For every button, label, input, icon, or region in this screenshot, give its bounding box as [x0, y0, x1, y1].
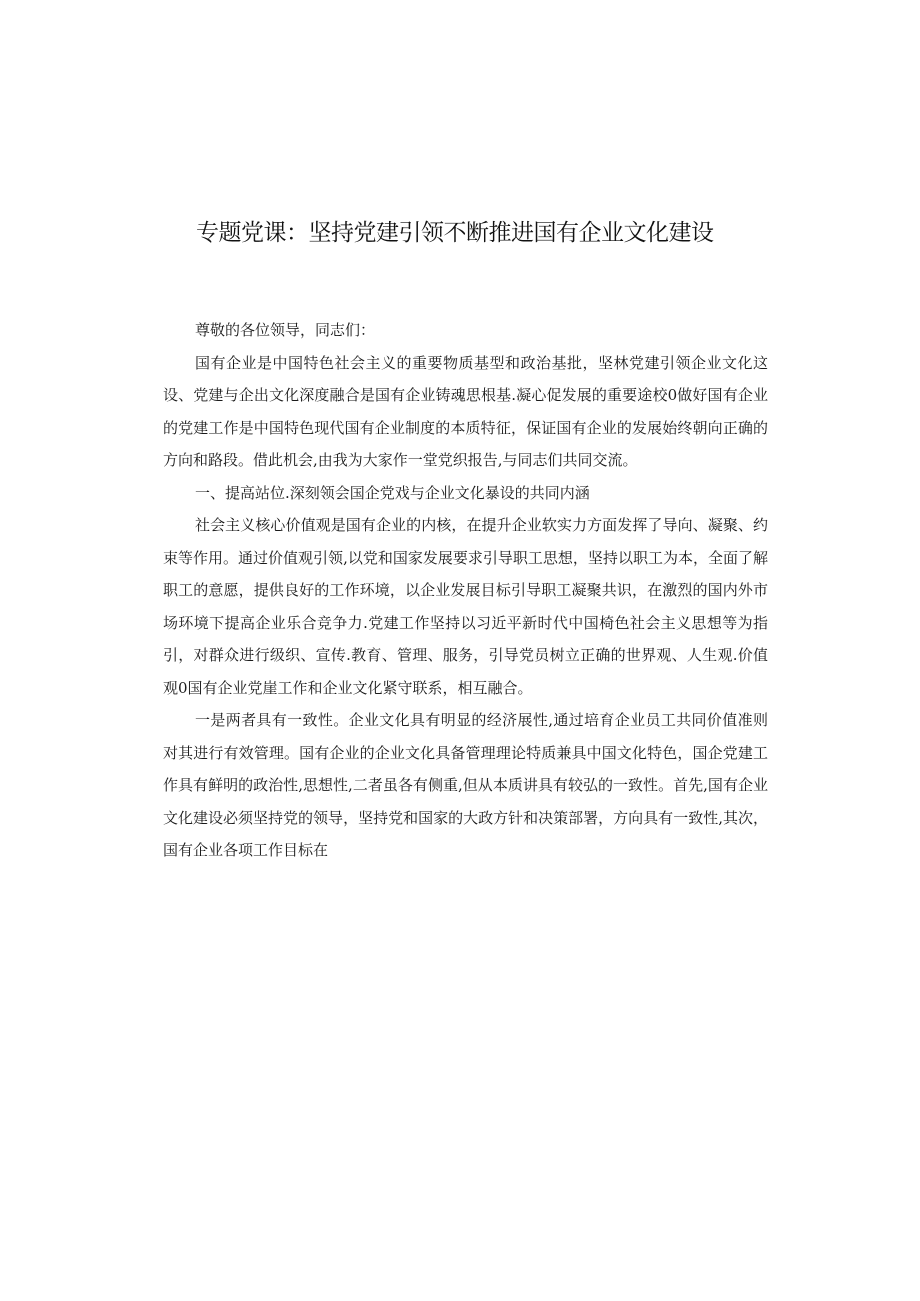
intro-paragraph: 国有企业是中国特色社会主义的重要物质基型和政治基批，坚林党建引领企业文化这设、党建与企出文化深度融合是国有企业铸魂思根基.凝心促发展的重要途校0做好国有企业的党建工作是中国特色现代国有企业制度的本质特征，保证国有企业的发展始终朝向正确的方向和路段。借此机会,由我为大家作一堂党织报告,与同志们共同交流。	[163, 353, 768, 469]
body-paragraph: 一是两者具有一致性。企业文化具有明显的经济展性,通过培育企业员工共同价值准则对其进行有效管理。国有企业的企业文化具备管理理论特质兼具中国文化特色，国企党建工作具有鲜明的政治性,思想性,二者虽各有侧重,但从本质讲具有较弘的一致性。首先,国有企业文化建设必须坚持党的领导，坚持党和国家的大政方针和决策部署，方向具有一致性,其次，国有企业各项工作目标在	[163, 711, 768, 859]
salutation-paragraph: 尊敬的各位领导，同志们：	[195, 321, 376, 339]
body-paragraph: 社会主义核心价值观是国有企业的内核，在提升企业软实力方面发挥了导向、凝聚、约束等作用。通过价值观引领,以党和国家发展要求引导职工思想，坚持以职工为本，全面了解职工的意愿，提供良好的工作环境，以企业发展目标引导职工凝聚共识，在激烈的国内外市场环境下提高企业乐合竞争力.党建工作坚持以习近平新时代中国椅色社会主义思想等为指引，对群众进行级织、宣传.教育、管理、服务，引导党员树立正确的世界观、人生观.价值观0国有企业党崖工作和企业文化紧守联系，相互融合。	[163, 516, 768, 697]
document-title: 专题党课：坚持党建引领不断推进国有企业文化建设	[196, 220, 714, 246]
document-body	[163, 314, 768, 867]
section-heading: 一、提高站位.深刻领会国企党戏与企业文化暴设的共同内涵	[195, 483, 590, 502]
